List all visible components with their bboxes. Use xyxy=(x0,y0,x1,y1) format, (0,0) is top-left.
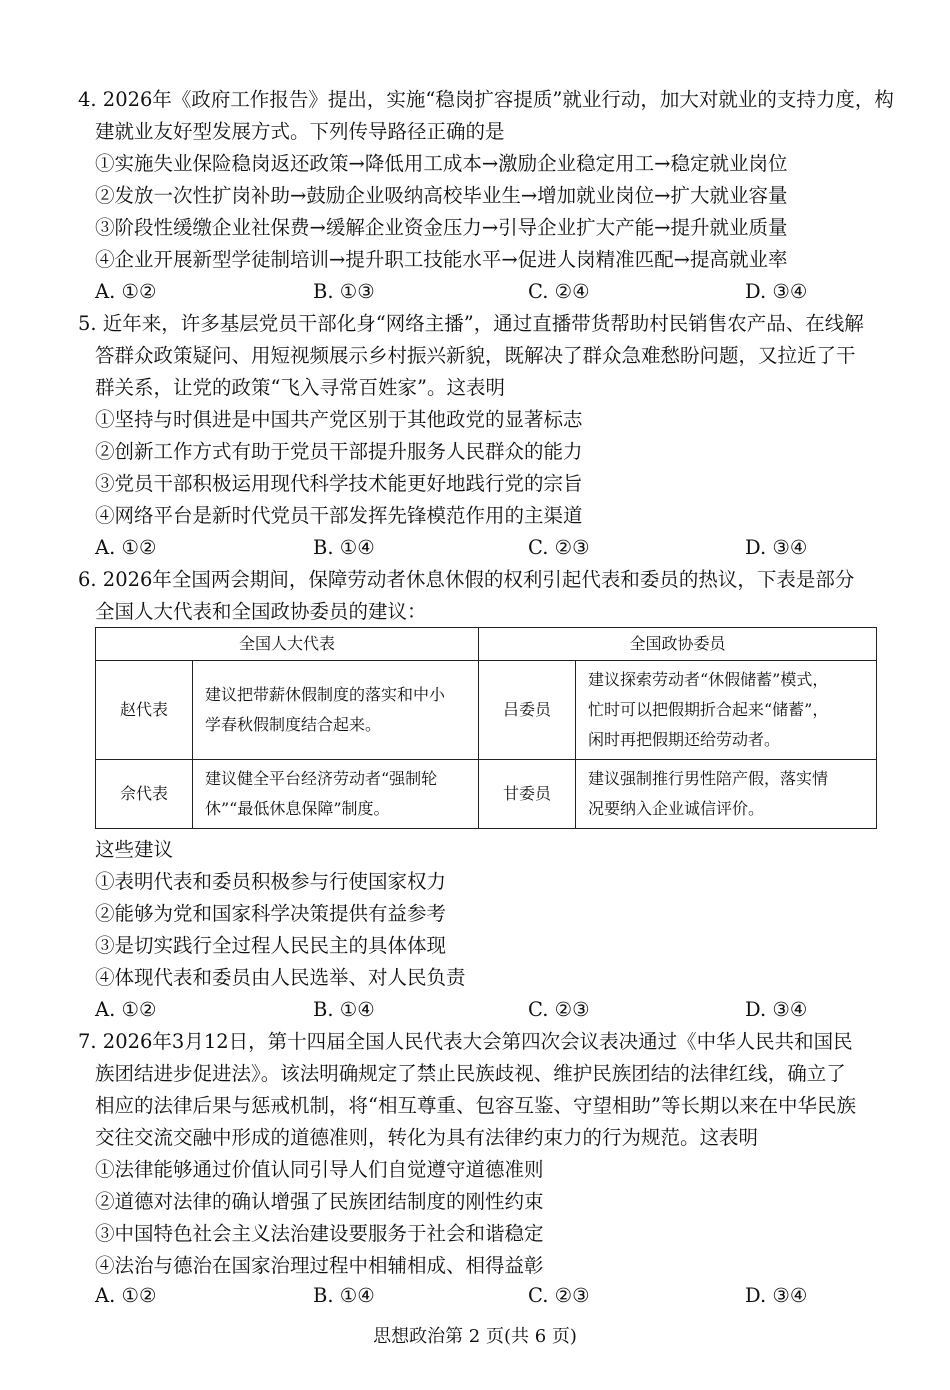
q6-statement-4: ④体现代表和委员由人民选举、对人民负责 xyxy=(95,966,466,989)
q4-option-d: D. ③④ xyxy=(745,280,808,303)
suggestion-line: 况要纳入企业诚信评价。 xyxy=(588,799,765,818)
q7-statement-2: ②道德对法律的确认增强了民族团结制度的刚性约束 xyxy=(95,1190,544,1213)
q6-statement-1: ①表明代表和委员积极参与行使国家权力 xyxy=(95,870,447,893)
q6-suggestion-table xyxy=(95,627,877,829)
suggestion-line: 忙时可以把假期折合起来“储蓄”， xyxy=(588,700,829,719)
q6-option-c: C. ②③ xyxy=(528,998,590,1021)
q6-options xyxy=(95,994,855,1026)
q5-option-b: B. ①④ xyxy=(313,536,375,559)
table-header-npc: 全国人大代表 xyxy=(96,628,479,661)
suggestion-line: 闲时再把假期还给劳动者。 xyxy=(588,730,781,749)
q4-option-a: A. ①② xyxy=(95,280,157,303)
table-row xyxy=(96,760,877,829)
q6-stem-line-2: 全国人大代表和全国政协委员的建议： xyxy=(95,600,427,623)
page-footer: 思想政治第 2 页(共 6 页) xyxy=(373,1326,577,1347)
member-suggestion xyxy=(576,661,877,760)
q6-statement-3: ③是切实践行全过程人民民主的具体体现 xyxy=(95,934,447,957)
suggestion-line: 学春秋假制度结合起来。 xyxy=(205,715,382,734)
q7-stem-line-2: 族团结进步促进法》。该法明确规定了禁止民族歧视、维护民族团结的法律红线，确立了 xyxy=(95,1062,846,1085)
q4-stem-line-1: 4. 2026年《政府工作报告》提出，实施“稳岗扩容提质”就业行动，加大对就业的支持力度，构 xyxy=(78,88,894,111)
q7-options xyxy=(95,1280,855,1312)
q6-statement-2: ②能够为党和国家科学决策提供有益参考 xyxy=(95,902,447,925)
q7-statement-4: ④法治与德治在国家治理过程中相辅相成、相得益彰 xyxy=(95,1254,544,1277)
q4-statement-4: ④企业开展新型学徒制培训→提升职工技能水平→促进人岗精准匹配→提高就业率 xyxy=(95,248,788,271)
q6-lead-in: 这些建议 xyxy=(95,838,174,861)
deputy-suggestion xyxy=(193,661,479,760)
q6-stem-line-1: 6. 2026年全国两会期间，保障劳动者休息休假的权利引起代表和委员的热议，下表是部分 xyxy=(78,568,855,591)
q5-stem-line-3: 群关系，让党的政策“飞入寻常百姓家”。这表明 xyxy=(95,376,505,399)
q5-statement-3: ③党员干部积极运用现代科学技术能更好地践行党的宗旨 xyxy=(95,472,583,495)
q5-options xyxy=(95,532,855,564)
q4-stem-line-2: 建就业友好型发展方式。下列传导路径正确的是 xyxy=(95,120,505,143)
table-header-cppcc: 全国政协委员 xyxy=(479,628,877,661)
suggestion-line: 建议强制推行男性陪产假，落实情 xyxy=(588,769,829,788)
q4-options xyxy=(95,276,855,308)
suggestion-line: 建议探索劳动者“休假储蓄”模式， xyxy=(588,670,829,689)
q7-option-a: A. ①② xyxy=(95,1284,157,1307)
q4-statement-1: ①实施失业保险稳岗返还政策→降低用工成本→激励企业稳定用工→稳定就业岗位 xyxy=(95,152,788,175)
q6-option-b: B. ①④ xyxy=(313,998,375,1021)
q5-option-d: D. ③④ xyxy=(745,536,808,559)
q7-stem-line-4: 交往交流交融中形成的道德准则，转化为具有法律约束力的行为规范。这表明 xyxy=(95,1126,759,1149)
q5-stem-line-2: 答群众政策疑问、用短视频展示乡村振兴新貌，既解决了群众急难愁盼问题，又拉近了干 xyxy=(95,344,856,367)
q5-stem-line-1: 5. 近年来，许多基层党员干部化身“网络主播”，通过直播带货帮助村民销售农产品、在线解 xyxy=(78,312,864,335)
q5-statement-4: ④网络平台是新时代党员干部发挥先锋模范作用的主渠道 xyxy=(95,504,583,527)
member-suggestion xyxy=(576,760,877,829)
q7-option-b: B. ①④ xyxy=(313,1284,375,1307)
table-row xyxy=(96,661,877,760)
deputy-name: 佘代表 xyxy=(96,760,193,829)
deputy-name: 赵代表 xyxy=(96,661,193,760)
q7-statement-3: ③中国特色社会主义法治建设要服务于社会和谐稳定 xyxy=(95,1222,544,1245)
q5-statement-1: ①坚持与时俱进是中国共产党区别于其他政党的显著标志 xyxy=(95,408,583,431)
q7-option-d: D. ③④ xyxy=(745,1284,808,1307)
suggestion-line: 休”“最低休息保障”制度。 xyxy=(205,799,390,818)
member-name: 甘委员 xyxy=(479,760,576,829)
q7-option-c: C. ②③ xyxy=(528,1284,590,1307)
q7-statement-1: ①法律能够通过价值认同引导人们自觉遵守道德准则 xyxy=(95,1158,544,1181)
q5-option-a: A. ①② xyxy=(95,536,157,559)
suggestion-line: 建议健全平台经济劳动者“强制轮 xyxy=(205,769,438,788)
member-name: 吕委员 xyxy=(479,661,576,760)
q7-stem-line-1: 7. 2026年3月12日，第十四届全国人民代表大会第四次会议表决通过《中华人民共和国民 xyxy=(78,1030,853,1053)
suggestion-line: 建议把带薪休假制度的落实和中小 xyxy=(205,685,446,704)
q4-option-c: C. ②④ xyxy=(528,280,590,303)
deputy-suggestion xyxy=(193,760,479,829)
q6-option-a: A. ①② xyxy=(95,998,157,1021)
q4-statement-2: ②发放一次性扩岗补助→鼓励企业吸纳高校毕业生→增加就业岗位→扩大就业容量 xyxy=(95,184,788,207)
q4-statement-3: ③阶段性缓缴企业社保费→缓解企业资金压力→引导企业扩大产能→提升就业质量 xyxy=(95,216,788,239)
q7-stem-line-3: 相应的法律后果与惩戒机制，将“相互尊重、包容互鉴、守望相助”等长期以来在中华民族 xyxy=(95,1094,856,1117)
q6-option-d: D. ③④ xyxy=(745,998,808,1021)
q4-option-b: B. ①③ xyxy=(313,280,375,303)
q5-statement-2: ②创新工作方式有助于党员干部提升服务人民群众的能力 xyxy=(95,440,583,463)
q5-option-c: C. ②③ xyxy=(528,536,590,559)
